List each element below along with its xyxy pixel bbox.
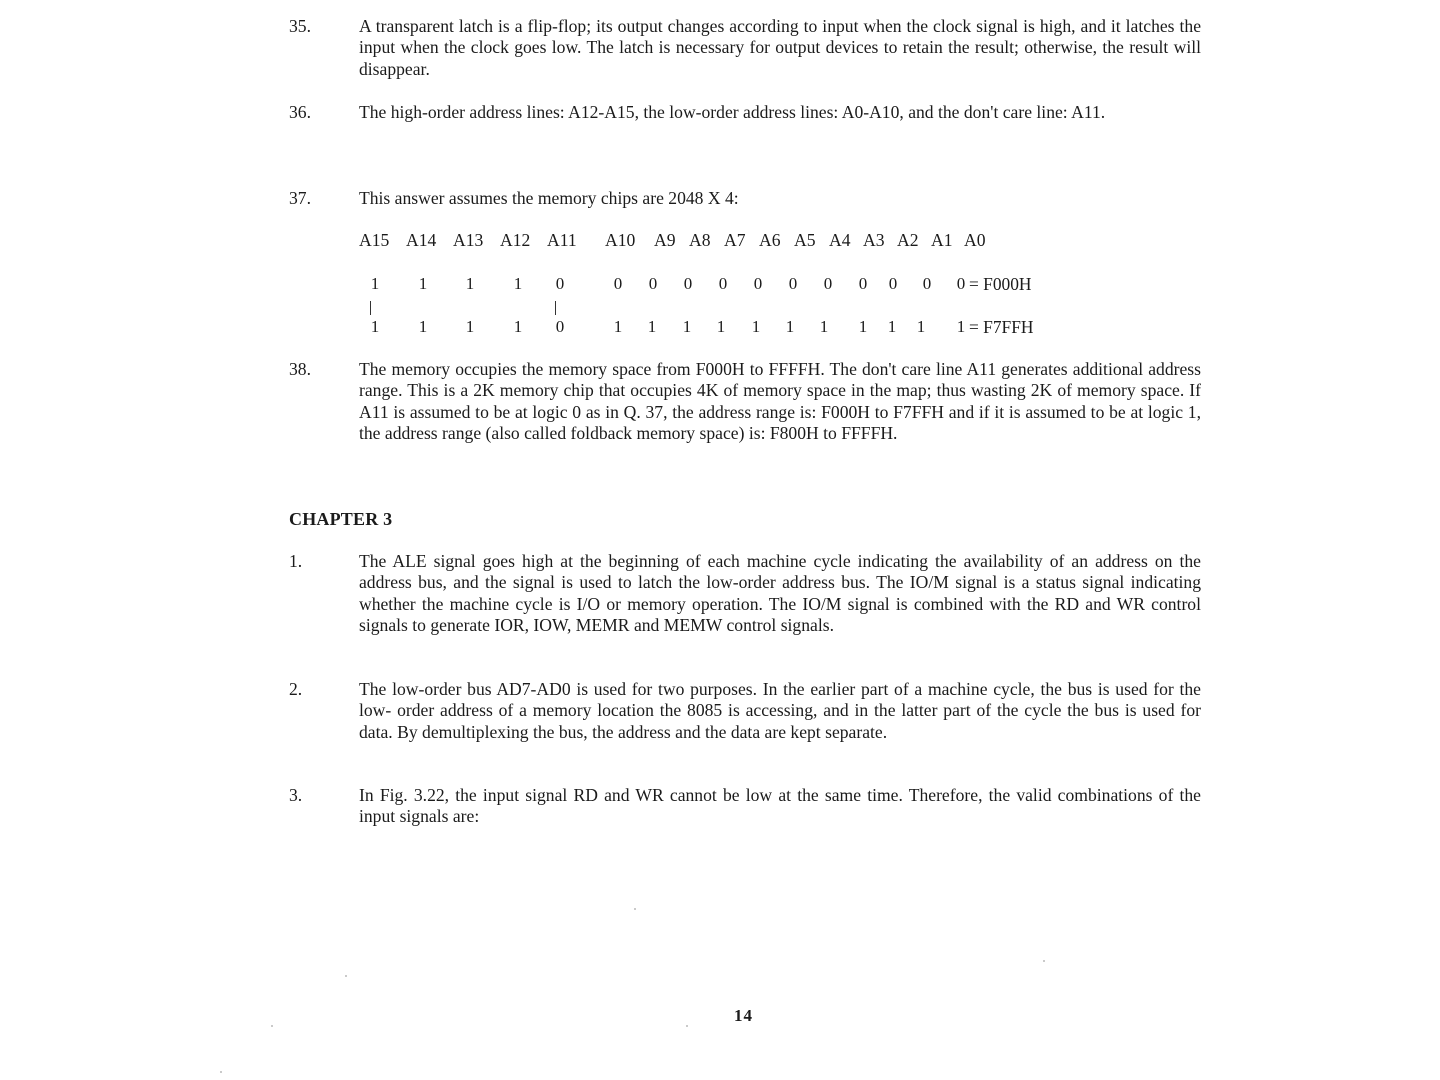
address-bit: 0 bbox=[718, 274, 728, 293]
answer-number: 3. bbox=[289, 785, 303, 805]
address-header: A10 bbox=[605, 230, 636, 250]
address-header: A2 bbox=[897, 230, 919, 250]
address-bit: 0 bbox=[788, 274, 798, 293]
address-bit: 1 bbox=[751, 317, 761, 336]
address-bit: 1 bbox=[465, 274, 475, 293]
answer-text: The low-order bus AD7-AD0 is used for two purposes. In the earlier part of a machine cycle, the bus is used for the low- order address of a memory location the 8085 is accessing, and in the latter part of the cycle the bus is used for data. By demultiplexing the bus, the address and the data are kept separate. bbox=[359, 679, 1201, 742]
address-header: A3 bbox=[863, 230, 885, 250]
scan-speck bbox=[1043, 960, 1045, 962]
address-bit: 1 bbox=[819, 317, 829, 336]
address-bit: 1 bbox=[465, 317, 475, 336]
address-bit: 1 bbox=[682, 317, 692, 336]
address-bit: 1 bbox=[785, 317, 795, 336]
address-header: A15 bbox=[359, 230, 390, 250]
answer-number: 36. bbox=[289, 102, 311, 122]
chapter-heading: CHAPTER 3 bbox=[289, 509, 393, 529]
answer-text: The ALE signal goes high at the beginning of each machine cycle indicating the availability of an address on the address bus, and the signal is used to latch the low-order address bus. The IO/M signal is a status signal indicating whether the machine cycle is I/O or memory operation. The IO/M signal is combined with the RD and WR control signals to generate IOR, IOW, MEMR and MEMW control signals. bbox=[359, 551, 1201, 636]
address-bit: 0 bbox=[683, 274, 693, 293]
address-bit: 1 bbox=[370, 274, 380, 293]
address-range-start: = F000H bbox=[969, 274, 1032, 294]
address-header: A7 bbox=[724, 230, 746, 250]
scan-speck bbox=[634, 908, 636, 910]
scan-speck bbox=[686, 1025, 688, 1027]
answer-number: 37. bbox=[289, 188, 311, 208]
scan-speck bbox=[220, 1071, 222, 1073]
address-bit: 0 bbox=[613, 274, 623, 293]
address-header: A14 bbox=[406, 230, 437, 250]
address-bit: 0 bbox=[753, 274, 763, 293]
answer-number: 38. bbox=[289, 359, 311, 379]
answer-number: 1. bbox=[289, 551, 303, 571]
address-header: A11 bbox=[547, 230, 577, 250]
address-bit: 1 bbox=[613, 317, 623, 336]
answer-number: 35. bbox=[289, 16, 311, 36]
address-bit: 0 bbox=[555, 317, 565, 336]
address-bit: 0 bbox=[858, 274, 868, 293]
address-header: A4 bbox=[829, 230, 851, 250]
address-header: A0 bbox=[964, 230, 986, 250]
address-bit: 0 bbox=[922, 274, 932, 293]
address-header: A8 bbox=[689, 230, 711, 250]
address-header: A12 bbox=[500, 230, 531, 250]
answer-text: A transparent latch is a flip-flop; its output changes according to input when the clock signal is high, and it latches the input when the clock goes low. The latch is necessary for output devices to retain the result; otherwise, the result will disappear. bbox=[359, 16, 1201, 79]
address-bit: 0 bbox=[648, 274, 658, 293]
answer-text: The high-order address lines: A12-A15, the low-order address lines: A0-A10, and the don't care line: A11. bbox=[359, 102, 1106, 122]
address-bit: 1 bbox=[916, 317, 926, 336]
address-bit: 0 bbox=[823, 274, 833, 293]
address-bit: 1 bbox=[370, 317, 380, 336]
address-bit: 1 bbox=[647, 317, 657, 336]
address-bit: 1 bbox=[513, 317, 523, 336]
address-bit: 1 bbox=[716, 317, 726, 336]
answer-text: In Fig. 3.22, the input signal RD and WR cannot be low at the same time. Therefore, the valid combinations of the input signals are: bbox=[359, 785, 1201, 827]
address-bit: 0 bbox=[888, 274, 898, 293]
answer-number: 2. bbox=[289, 679, 303, 699]
address-header: A1 bbox=[931, 230, 953, 250]
address-bit: 0 bbox=[956, 274, 966, 293]
address-header: A6 bbox=[759, 230, 781, 250]
range-connector bbox=[370, 301, 371, 315]
address-range-end: = F7FFH bbox=[969, 317, 1034, 337]
page-number: 14 bbox=[734, 1006, 753, 1025]
address-bit: 0 bbox=[555, 274, 565, 293]
scan-speck bbox=[345, 975, 347, 977]
address-bit: 1 bbox=[418, 274, 428, 293]
address-bit: 1 bbox=[418, 317, 428, 336]
range-connector bbox=[555, 301, 556, 315]
answer-text: This answer assumes the memory chips are 2048 X 4: bbox=[359, 188, 739, 208]
address-header: A5 bbox=[794, 230, 816, 250]
address-header: A9 bbox=[654, 230, 676, 250]
answer-text: The memory occupies the memory space from F000H to FFFFH. The don't care line A11 generates additional address range. This is a 2K memory chip that occupies 4K of memory space in the map; thus wasting 2K of memory space. If A11 is assumed to be at logic 0 as in Q. 37, the address range is: F000H to F7FFH and if it is assumed to be at logic 1, the address range (also called foldback memory space) is: F800H to FFFFH. bbox=[359, 359, 1201, 444]
address-header: A13 bbox=[453, 230, 484, 250]
scan-speck bbox=[271, 1025, 273, 1027]
address-bit: 1 bbox=[513, 274, 523, 293]
address-bit: 1 bbox=[956, 317, 966, 336]
address-bit: 1 bbox=[887, 317, 897, 336]
address-bit: 1 bbox=[858, 317, 868, 336]
